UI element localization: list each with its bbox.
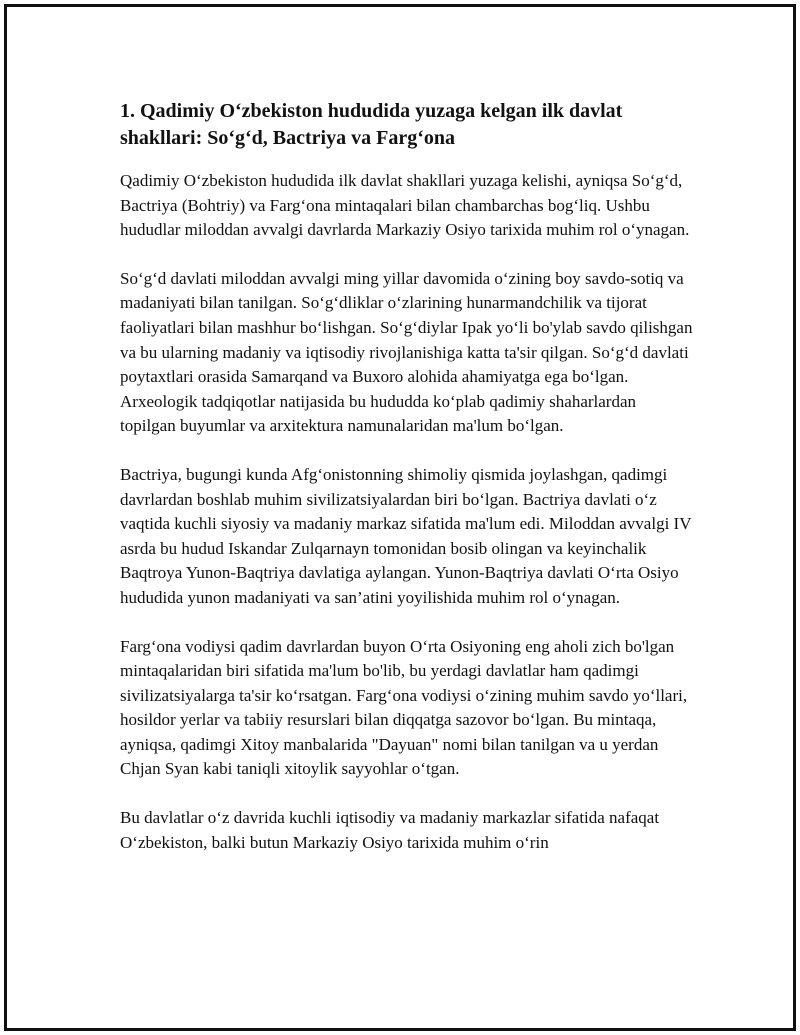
paragraph-conclusion: Bu davlatlar o‘z davrida kuchli iqtisodiy va madaniy markazlar sifatida nafaqat O‘zbekiston, balki butun Markaziy Osiyo tarixida muhim o‘rin	[120, 808, 660, 852]
paragraph-intro: Qadimiy O‘zbekiston hududida ilk davlat shakllari yuzaga kelishi, ayniqsa So‘g‘d, Bactriya (Bohtriy) va Farg‘ona mintaqalari bilan chambarchas bog‘liq. Ushbu hududlar miloddan avvalgi davrlarda Markaziy Osiyo tarixida muhim rol o‘ynagan.	[120, 171, 690, 240]
page-frame	[4, 4, 796, 1031]
section-heading: 1. Qadimiy O‘zbekiston hududida yuzaga kelgan ilk davlat shakllari: So‘g‘d, Bactriya va Farg‘ona	[120, 100, 623, 149]
paragraph-sogd: So‘g‘d davlati miloddan avvalgi ming yillar davomida o‘zining boy savdo-sotiq va madaniyati bilan tanilgan. So‘g‘dliklar o‘zlarining hunarmandchilik va tijorat faoliyatlari bilan mashhur bo‘lishgan. So‘g‘diylar Ipak yo‘li bo'ylab savdo qilishgan va bu ularning madaniy va iqtisodiy rivojlanishiga katta ta'sir qilgan. So‘g‘d davlati poytaxtlari orasida Samarqand va Buxoro alohida ahamiyatga ega bo‘lgan. Arxeologik tadqiqotlar natijasida bu hududda ko‘plab qadimiy shaharlardan topilgan buyumlar va arxitektura namunalaridan ma'lum bo‘lgan.	[120, 268, 693, 436]
document-body	[120, 98, 695, 879]
paragraph-bactria: Bactriya, bugungi kunda Afg‘onistonning shimoliy qismida joylashgan, qadimgi davrlardan boshlab muhim sivilizatsiyalardan biri bo‘lgan. Bactriya davlati o‘z vaqtida kuchli siyosiy va madaniy markaz sifatida ma'lum edi. Miloddan avvalgi IV asrda bu hudud Iskandar Zulqarnayn tomonidan bosib olingan va keyinchalik Baqtroya Yunon-Baqtriya davlatiga aylangan. Yunon-Baqtriya davlati O‘rta Osiyo hududida yunon madaniyati va san’atini yoyilishida muhim rol o‘ynagan.	[120, 464, 692, 607]
paragraph-fergana: Farg‘ona vodiysi qadim davrlardan buyon O‘rta Osiyoning eng aholi zich bo'lgan mintaqalaridan biri sifatida ma'lum bo'lib, bu yerdagi davlatlar ham qadimgi sivilizatsiyalarga ta'sir ko‘rsatgan. Farg‘ona vodiysi o‘zining muhim savdo yo‘llari, hosildor yerlar va tabiiy resurslari bilan diqqatga sazovor bo‘lgan. Bu mintaqa, ayniqsa, qadimgi Xitoy manbalarida "Dayuan" nomi bilan tanilgan va u yerdan Chjan Syan kabi taniqli xitoylik sayyohlar o‘tgan.	[120, 636, 688, 779]
